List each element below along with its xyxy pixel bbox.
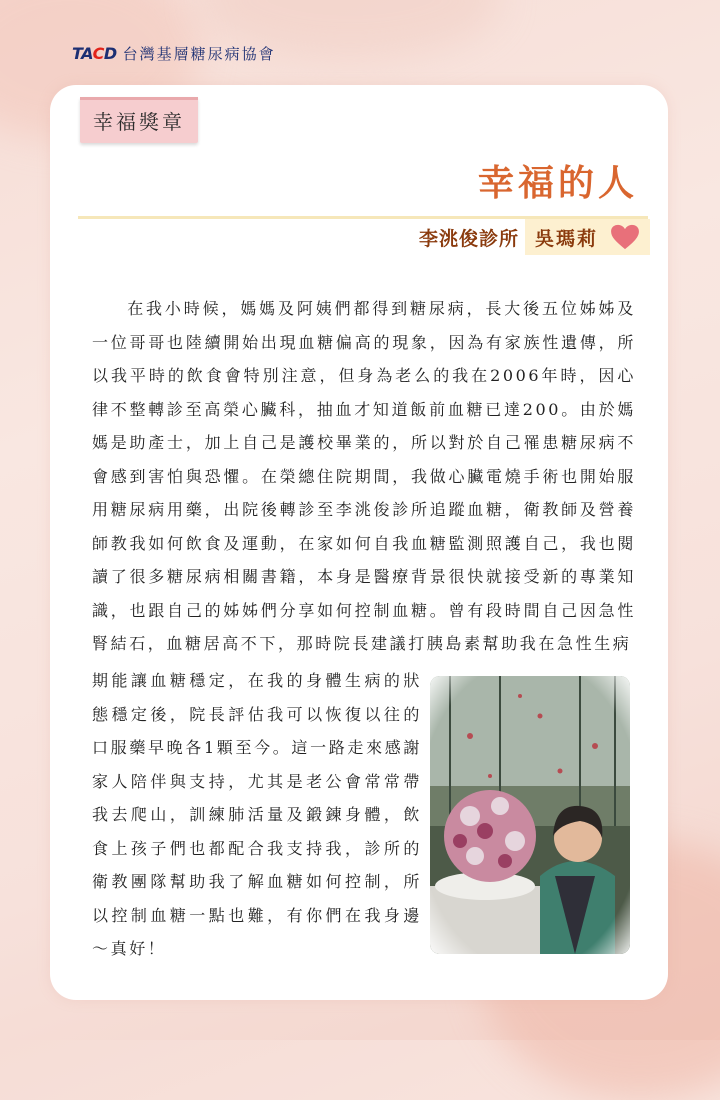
section-tag-edge (80, 97, 198, 100)
association-logo (72, 41, 276, 65)
byline (419, 219, 650, 255)
article-title: 幸福的人 (477, 162, 638, 204)
logo-mark: TACD (72, 43, 117, 63)
association-name: 台灣基層糖尿病協會 (122, 44, 276, 63)
author-box (525, 219, 650, 255)
heart-icon (610, 224, 640, 250)
author-photo (430, 676, 630, 954)
section-tag: 幸福獎章 (80, 97, 198, 143)
clinic-name: 李洮俊診所 (418, 227, 519, 250)
author-name: 吳瑪莉 (534, 227, 598, 250)
article-body: 在我小時候，媽媽及阿姨們都得到糖尿病，長大後五位姊姊及一位哥哥也陸續開始出現血糖偏高的現象，因為有家族性遺傳，所以我平時的飲食會特別注意，但身為老么的我在2006年時，因心律不整轉診至高榮心臟科，抽血才知道飯前血糖已達200。由於媽媽是助產士，加上自己是護校畢業的，所以對於自己罹患糖尿病不會感到害怕與恐懼。在榮總住院期間，我做心臟電燒手術也開始服用糖尿病用藥，出院後轉診至李洮俊診所追蹤血糖，衛教師及營養師教我如何飲食及運動，在家如何自我血糖監測照護自己，我也閱讀了很多糖尿病相關書籍，本身是醫療背景很快就接受新的專業知識，也跟自己的姊姊們分享如何控制血糖。曾有段時間自己因急性腎結石，血糖居高不下，那時院長建議打胰島素幫助我在急性生病 (92, 299, 636, 653)
article-body-wrapped: 期能讓血糖穩定，在我的身體生病的狀態穩定後，院長評估我可以恢復以往的口服藥早晚各1顆至今。這一路走來感謝家人陪伴與支持，尤其是老公會常常帶我去爬山，訓練肺活量及鍛鍊身體，飲食上孩子們也都配合我支持我，診所的衛教團隊幫助我了解血糖如何控制，所以控制血糖一點也難，有你們在我身邊～真好！ (92, 671, 422, 958)
